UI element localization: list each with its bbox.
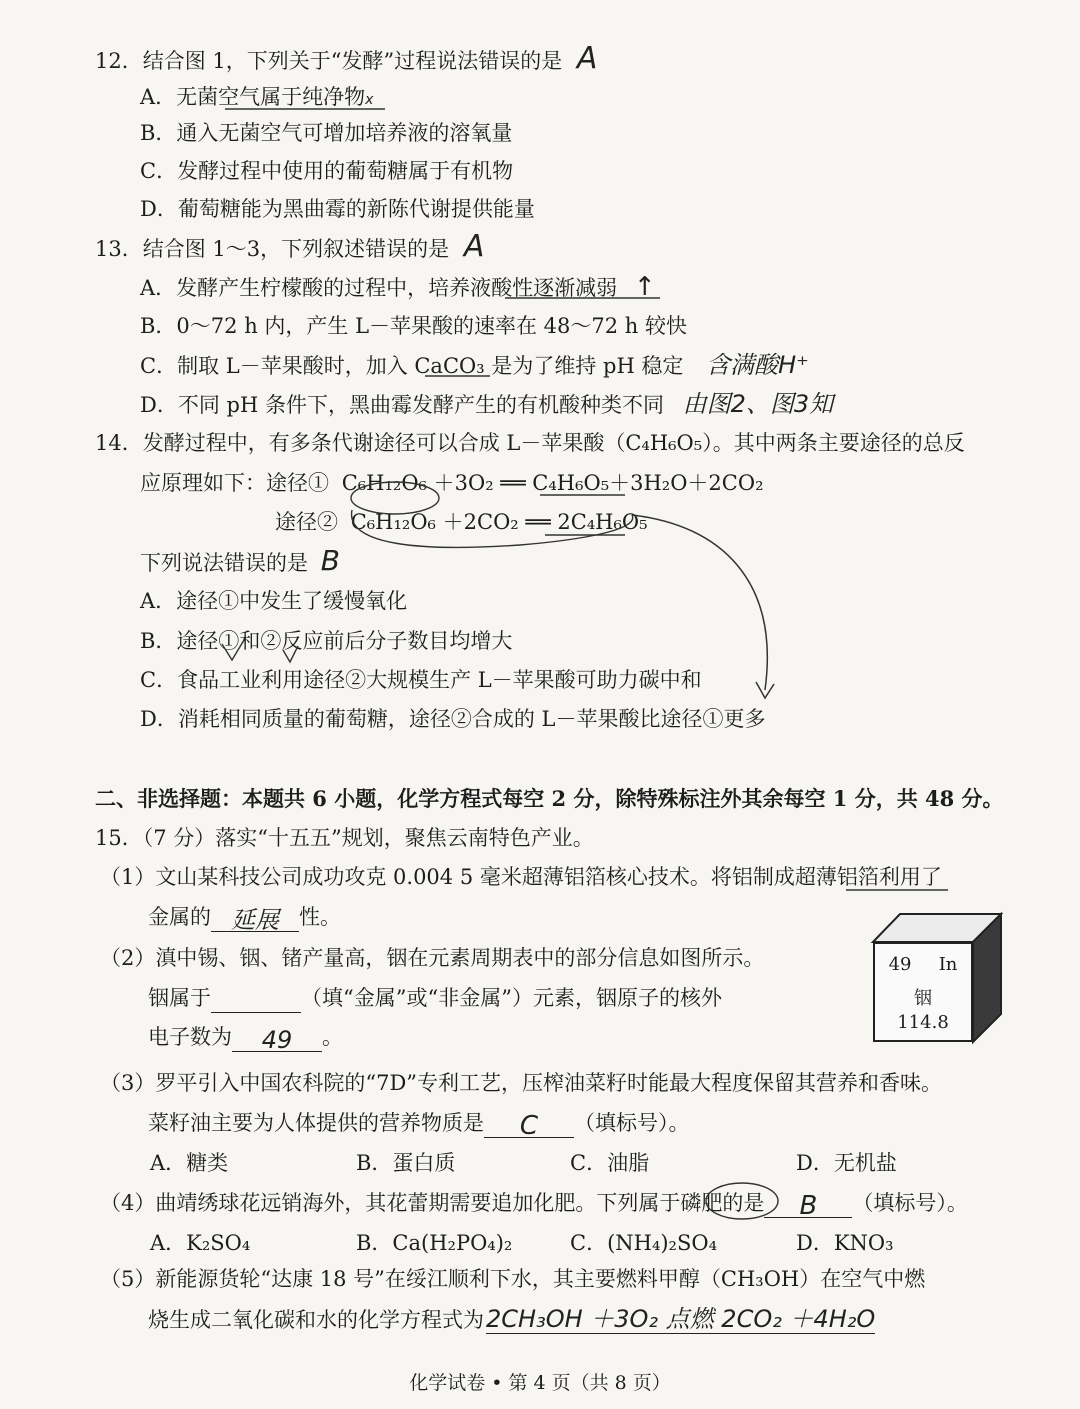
q13-handwritten-answer: A [463,229,485,264]
q15-part4-option-d: D．KNO₃ [796,1231,894,1255]
q13-option-b: B．0～72 h 内，产生 L－苹果酸的速率在 48～72 h 较快 [140,314,688,338]
q14-option-d: D．消耗相同质量的葡萄糖，途径②合成的 L－苹果酸比途径①更多 [140,707,766,731]
q15-part3-option-a: A．糖类 [150,1151,229,1175]
q14-handwritten-answer: B [320,544,340,577]
q15-part4-answer: B [764,1191,852,1218]
q15-part4-option-a: A．K₂SO₄ [150,1231,251,1255]
q13-stem: 13．结合图 1～3，下列叙述错误的是 A [95,229,485,264]
q13-option-d: D．不同 pH 条件下，黑曲霉发酵产生的有机酸种类不同 由图2、图3知 [140,390,834,418]
element-cell-indium [873,942,973,1042]
q12-option-b: B．通入无菌空气可增加培养液的溶氧量 [140,121,513,145]
q15-part1-answer: 延展 [211,905,299,932]
q13-arrow-note: ↑ [633,272,656,302]
q15-part4-option-b: B．Ca(H₂PO₄)₂ [356,1231,513,1255]
q15-part5-answer: 2CH₃OH ＋3O₂ 点燃 2CO₂ ＋4H₂O [486,1305,876,1333]
q15-part3-option-b: B．蛋白质 [356,1151,456,1175]
q14-stem: 14．发酵过程中，有多条代谢途径可以合成 L－苹果酸（C₄H₆O₅）。其中两条主要途径的总反 [95,431,965,455]
q15-part3-line1: （3）罗平引入中国农科院的“7D”专利工艺，压榨油菜籽时能最大程度保留其营养和香味。 [100,1071,943,1095]
q12-option-c: C．发酵过程中使用的葡萄糖属于有机物 [140,159,514,183]
q15-part2-answer: 49 [232,1025,322,1052]
q15-part2-line2: 铟属于 （填“金属”或“非金属”）元素，铟原子的核外 [148,983,722,1013]
q15-part5-line1: （5）新能源货轮“达康 18 号”在绥江顺利下水，其主要燃料甲醇（CH₃OH）在空气中燃 [100,1267,926,1291]
q15-part2-line3: 电子数为 49 。 [148,1025,343,1054]
q14-question: 下列说法错误的是 B [140,544,340,577]
q12-stem: 12．结合图 1，下列关于“发酵”过程说法错误的是 A [95,41,598,76]
q14-option-c: C．食品工业利用途径②大规模生产 L－苹果酸可助力碳中和 [140,668,702,692]
q15-part2-line1: （2）滇中锡、铟、锗产量高，铟在元素周期表中的部分信息如图所示。 [100,946,765,970]
q15-stem: 15．（7 分）落实“十五五”规划，聚焦云南特色产业。 [95,826,594,850]
element-name: 铟 [914,988,932,1009]
q15-part3-answer: C [484,1111,574,1138]
q15-part4-line1: （4）曲靖绣球花远销海外，其花蕾期需要追加化肥。下列属于磷肥的是 B （填标号）。 [100,1191,968,1221]
q15-part3-line2: 菜籽油主要为人体提供的营养物质是 C （填标号）。 [148,1111,690,1141]
q13-option-c: C．制取 L－苹果酸时，加入 CaCO₃ 是为了维持 pH 稳定 含满酸H⁺ [140,351,809,379]
q12-option-d: D．葡萄糖能为黑曲霉的新陈代谢提供能量 [140,197,535,221]
q15-part3-option-d: D．无机盐 [796,1151,897,1175]
q15-part3-option-c: C．油脂 [570,1151,650,1175]
section-2-header: 二、非选择题：本题共 6 小题，化学方程式每空 2 分，除特殊标注外其余每空 1 分，共 48 分。 [95,786,1004,811]
page-footer: 化学试卷 • 第 4 页（共 8 页） [409,1372,671,1394]
q15-part5-line2: 烧生成二氧化碳和水的化学方程式为2CH₃OH ＋3O₂ 点燃 2CO₂ ＋4H₂O [148,1305,876,1333]
q13-note-d: 由图2、图3知 [682,390,834,418]
q14-equation-1: C₆H₁₂O₆ ＋3O₂ ══ C₄H₆O₅＋3H₂O＋2CO₂ [341,471,764,495]
q14-equation-2: C₆H₁₂O₆ ＋2CO₂ ══ 2C₄H₆O₅ [350,510,648,534]
q14-route-2: 途径② C₆H₁₂O₆ ＋2CO₂ ══ 2C₄H₆O₅ [275,510,648,534]
q12-cross-mark: x [365,92,374,108]
q14-option-a: A．途径①中发生了缓慢氧化 [140,589,408,613]
q15-part1-line2: 金属的 延展 性。 [148,905,341,934]
q13-option-a: A．发酵产生柠檬酸的过程中，培养液酸性逐渐减弱 ↑ [140,272,656,302]
atomic-number: 49 [888,954,912,975]
q13-note-c: 含满酸H⁺ [706,351,809,379]
q14-route-1: 应原理如下：途径① C₆H₁₂O₆ ＋3O₂ ══ C₄H₆O₅＋3H₂O＋2CO₂ [140,471,764,495]
q15-part2-blank-metal [211,986,301,1013]
q15-part4-option-c: C．(NH₄)₂SO₄ [570,1231,717,1255]
atomic-mass: 114.8 [897,1012,949,1033]
q14-option-b: B．途径①和②反应前后分子数目均增大 [140,629,513,653]
q15-part1-line1: （1）文山某科技公司成功攻克 0.004 5 毫米超薄铝箔核心技术。将铝制成超薄铝箔利用了 [100,865,942,889]
element-symbol: In [938,954,958,975]
q12-handwritten-answer: A [576,41,598,76]
q12-option-a: A．无菌空气属于纯净物x [140,85,374,109]
